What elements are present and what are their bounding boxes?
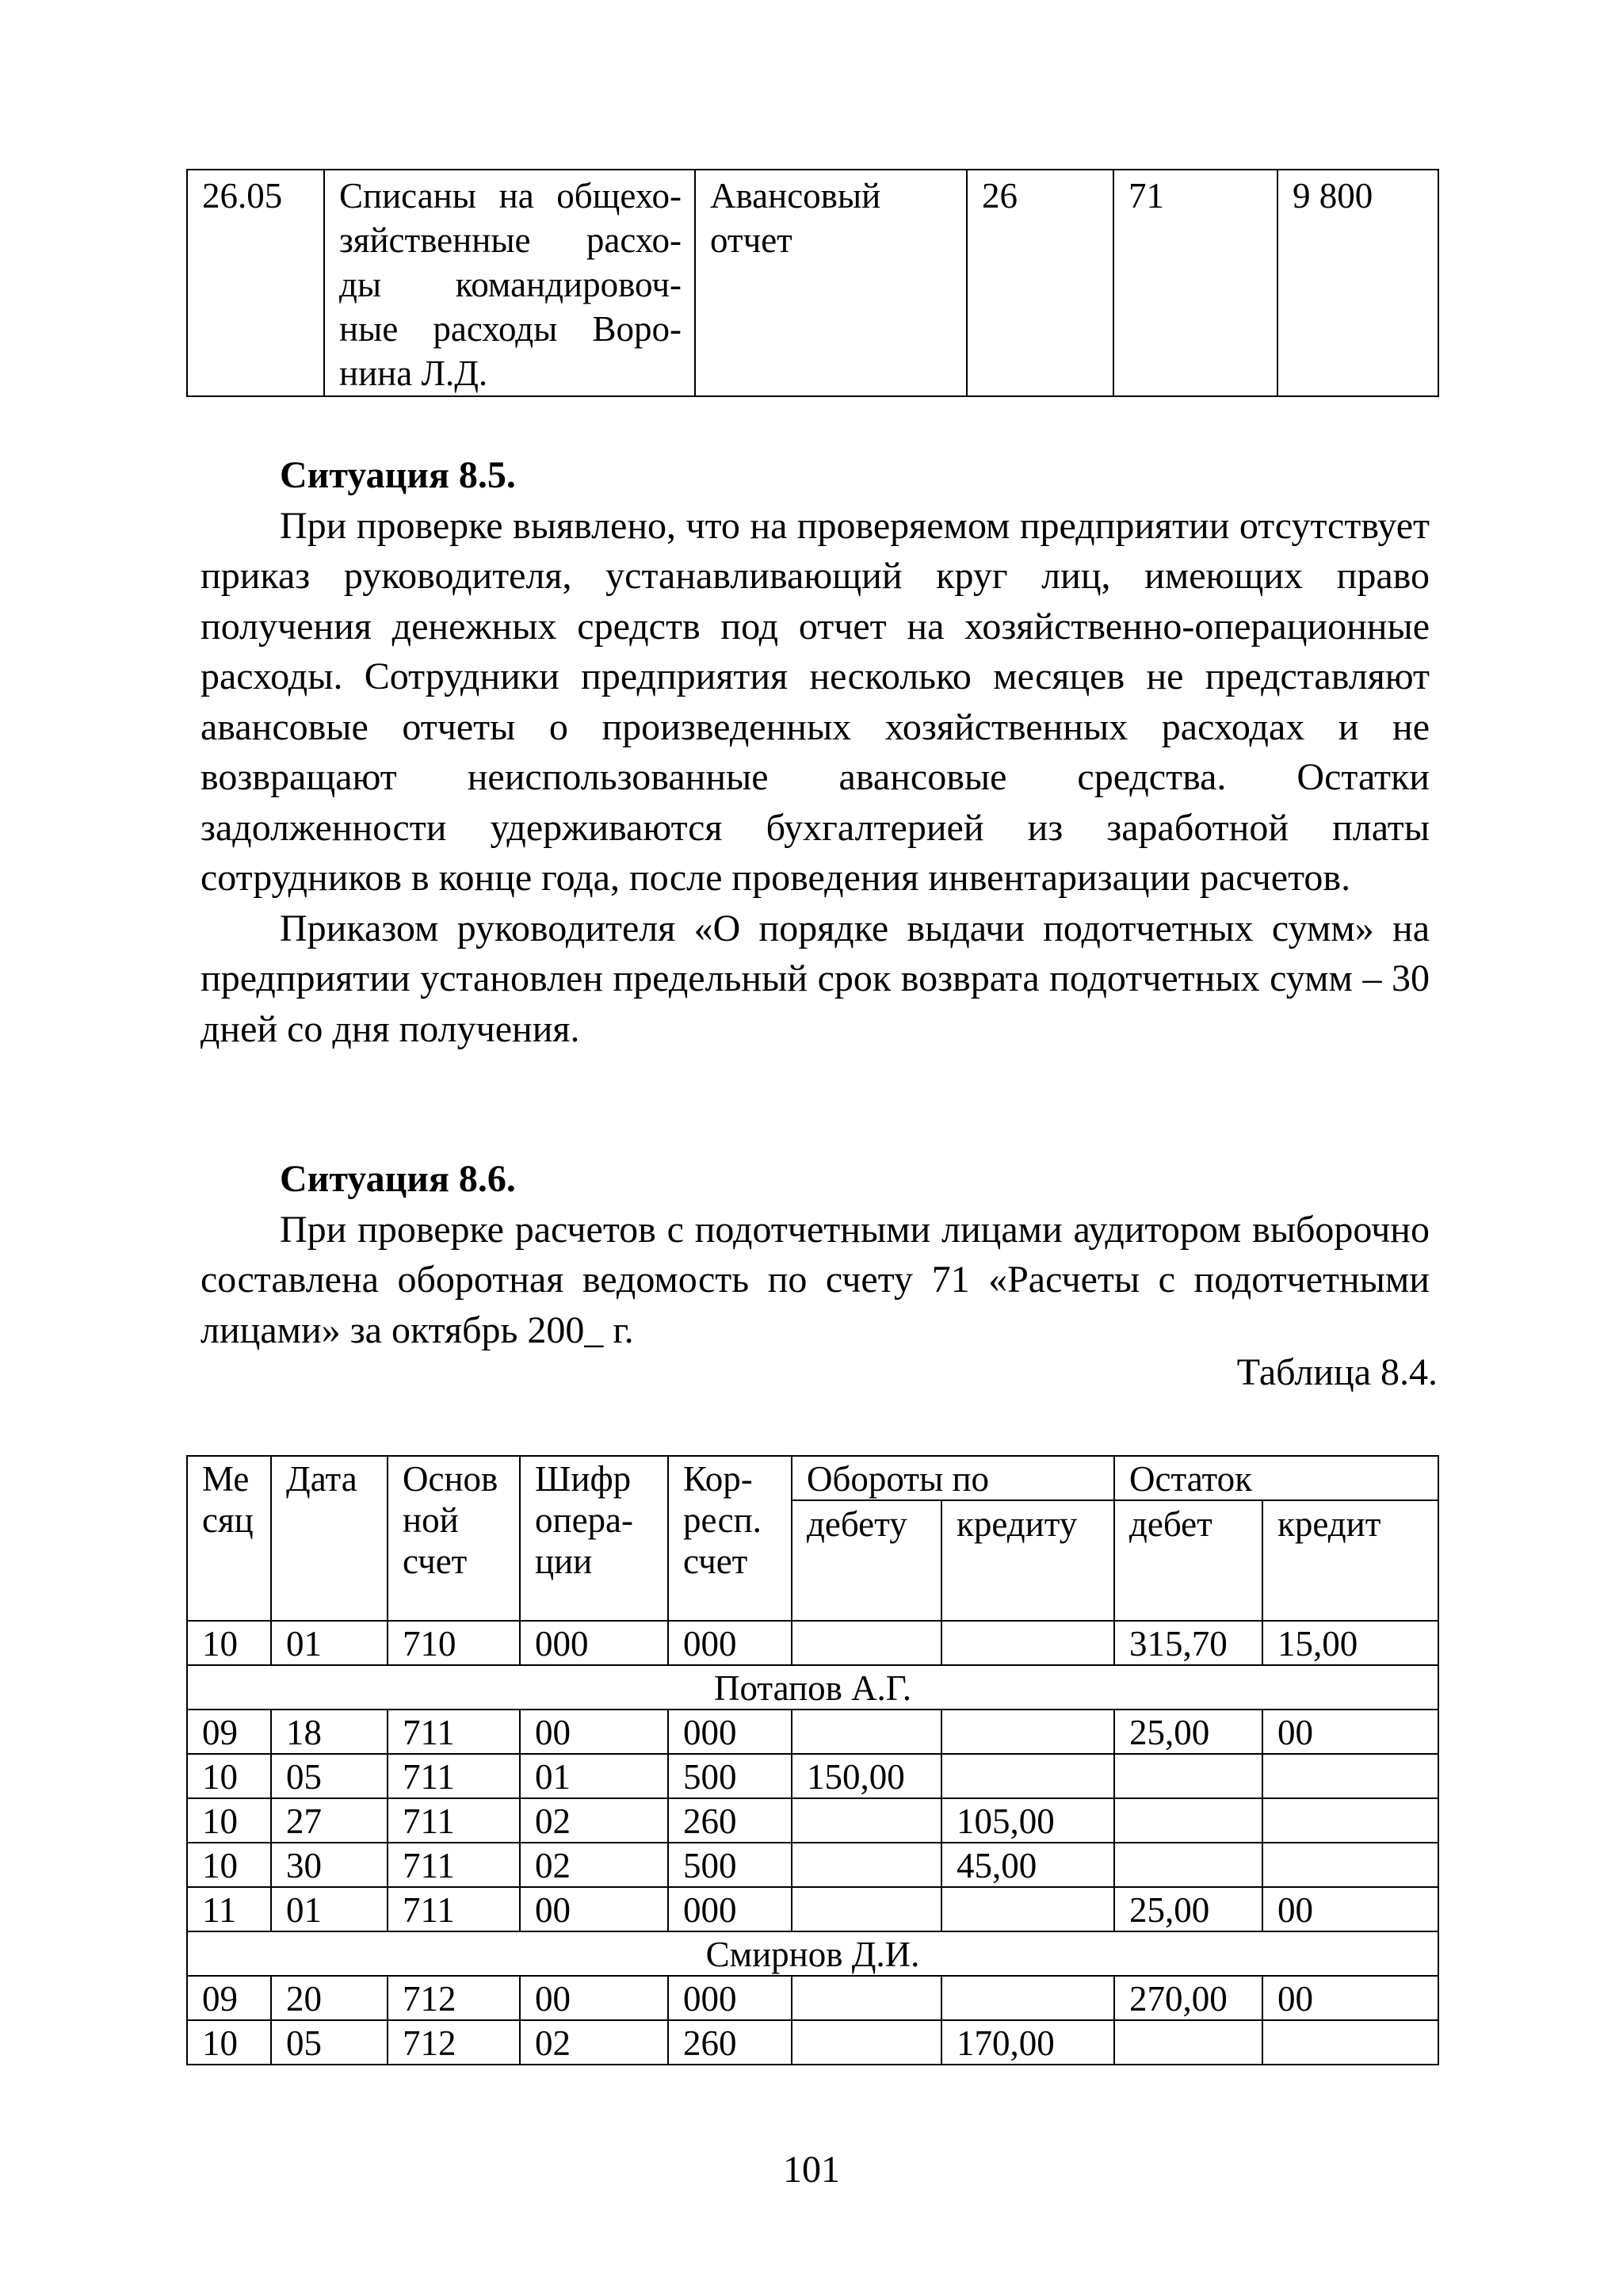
table-cell: 711 bbox=[388, 1843, 520, 1887]
table-cell bbox=[792, 2020, 941, 2065]
table-cell bbox=[792, 1621, 941, 1665]
table-cell: 02 bbox=[520, 1798, 668, 1843]
turnover-sheet-table bbox=[186, 1455, 1439, 2065]
table-cell: 09 bbox=[187, 1976, 271, 2020]
header-text: ной bbox=[403, 1500, 459, 1540]
table-cell bbox=[941, 1621, 1114, 1665]
table-cell: 30 bbox=[271, 1843, 388, 1887]
table-cell bbox=[941, 1754, 1114, 1798]
document-line: Авансовый bbox=[710, 176, 881, 216]
table-cell: 712 bbox=[388, 2020, 520, 2065]
table-cell: 270,00 bbox=[1114, 1976, 1262, 2020]
header-balance-debit: дебет bbox=[1114, 1500, 1262, 1621]
group-name: Потапов А.Г. bbox=[187, 1665, 1438, 1710]
table-cell bbox=[792, 1887, 941, 1931]
table-cell bbox=[1262, 2020, 1438, 2065]
table-cell bbox=[1114, 1754, 1262, 1798]
table-row bbox=[187, 2020, 1438, 2065]
header-text: Кор- bbox=[683, 1459, 753, 1499]
table-row bbox=[187, 1843, 1438, 1887]
description-line: Списаны на общехо- bbox=[339, 176, 682, 216]
table-cell: 260 bbox=[668, 2020, 792, 2065]
header-balance: Остаток bbox=[1114, 1456, 1438, 1500]
table-cell: 18 bbox=[271, 1710, 388, 1754]
table-cell: 711 bbox=[388, 1710, 520, 1754]
table-cell: 00 bbox=[520, 1710, 668, 1754]
table-cell: 09 bbox=[187, 1710, 271, 1754]
header-corr-account bbox=[668, 1456, 792, 1621]
paragraph: При проверке выявлено, что на проверяемом предприятии отсутствует приказ руководителя, устанавливающий круг лиц, имеющих право получения денежных средств под отчет на хозяйственно-операционные расходы. Сотрудники предприятия несколько месяцев не представляют авансовые отчеты о произведенных хозяйственных расходах и не возвращают неиспользованные авансовые средства. Остатки задолженности удерживаются бухгалтерией из заработной платы сотрудников в конце года, после проведения инвентаризации расчетов. bbox=[200, 504, 1430, 899]
table-cell: 02 bbox=[520, 1843, 668, 1887]
table-cell: 10 bbox=[187, 2020, 271, 2065]
header-text: ции bbox=[535, 1541, 593, 1581]
header-text: Шифр bbox=[535, 1459, 632, 1499]
debit-cell: 26 bbox=[967, 170, 1113, 396]
section-heading: Ситуация 8.5. bbox=[280, 454, 516, 496]
header-turnover: Обороты по bbox=[792, 1456, 1114, 1500]
table-cell: 711 bbox=[388, 1887, 520, 1931]
table-cell: 000 bbox=[520, 1621, 668, 1665]
table-cell: 20 bbox=[271, 1976, 388, 2020]
table-cell: 00 bbox=[520, 1887, 668, 1931]
header-date: Дата bbox=[271, 1456, 388, 1621]
header-text: респ. bbox=[683, 1500, 762, 1540]
group-row bbox=[187, 1665, 1438, 1710]
table-cell: 711 bbox=[388, 1798, 520, 1843]
header-text: Основ bbox=[403, 1459, 498, 1499]
table-cell: 01 bbox=[520, 1754, 668, 1798]
table-row bbox=[187, 1976, 1438, 2020]
description-line: зяйственные расхо- bbox=[339, 220, 682, 260]
table-cell: 105,00 bbox=[941, 1798, 1114, 1843]
header-turnover-credit: кредиту bbox=[941, 1500, 1114, 1621]
table-cell: 500 bbox=[668, 1843, 792, 1887]
table-cell bbox=[1262, 1754, 1438, 1798]
table-cell bbox=[1114, 1843, 1262, 1887]
header-op-code bbox=[520, 1456, 668, 1621]
table-cell bbox=[941, 1976, 1114, 2020]
table-cell: 00 bbox=[1262, 1887, 1438, 1931]
situation-8-5 bbox=[200, 450, 1430, 1054]
table-cell: 00 bbox=[520, 1976, 668, 2020]
table-cell: 00 bbox=[1262, 1976, 1438, 2020]
table-cell bbox=[1114, 2020, 1262, 2065]
table-cell: 45,00 bbox=[941, 1843, 1114, 1887]
table-cell: 260 bbox=[668, 1798, 792, 1843]
table-cell: 150,00 bbox=[792, 1754, 941, 1798]
situation-8-6 bbox=[200, 1154, 1430, 1355]
amount-cell: 9 800 bbox=[1277, 170, 1438, 396]
header-balance-credit: кредит bbox=[1262, 1500, 1438, 1621]
table-cell: 000 bbox=[668, 1710, 792, 1754]
date-cell: 26.05 bbox=[187, 170, 324, 396]
table-row bbox=[187, 1710, 1438, 1754]
header-turnover-debit: дебету bbox=[792, 1500, 941, 1621]
description-line: нина Л.Д. bbox=[339, 353, 488, 393]
paragraph: Приказом руководителя «О порядке выдачи подотчетных сумм» на предприятии установлен предельный срок возврата подотчетных сумм – 30 дней со дня получения. bbox=[200, 907, 1430, 1050]
document-line: отчет bbox=[710, 220, 792, 260]
table-row bbox=[187, 1621, 1438, 1665]
table-cell: 11 bbox=[187, 1887, 271, 1931]
table-cell: 27 bbox=[271, 1798, 388, 1843]
table-cell bbox=[792, 1798, 941, 1843]
table-cell: 25,00 bbox=[1114, 1887, 1262, 1931]
continuation-table bbox=[186, 169, 1439, 397]
table-cell: 712 bbox=[388, 1976, 520, 2020]
table-row bbox=[187, 1798, 1438, 1843]
table-cell bbox=[792, 1976, 941, 2020]
table-cell: 000 bbox=[668, 1976, 792, 2020]
table-cell: 000 bbox=[668, 1887, 792, 1931]
table-cell bbox=[1262, 1843, 1438, 1887]
table-cell: 170,00 bbox=[941, 2020, 1114, 2065]
table-cell: 711 bbox=[388, 1754, 520, 1798]
table-cell: 10 bbox=[187, 1621, 271, 1665]
header-text: счет bbox=[683, 1541, 748, 1581]
group-name: Смирнов Д.И. bbox=[187, 1931, 1438, 1976]
section-heading: Ситуация 8.6. bbox=[280, 1158, 516, 1200]
description-line: ные расходы Воро- bbox=[339, 309, 682, 349]
table-cell: 15,00 bbox=[1262, 1621, 1438, 1665]
table-cell: 710 bbox=[388, 1621, 520, 1665]
header-text: счет bbox=[403, 1541, 468, 1581]
table-cell: 000 bbox=[668, 1621, 792, 1665]
table-cell: 01 bbox=[271, 1887, 388, 1931]
paragraph: При проверке расчетов с подотчетными лицами аудитором выборочно составлена оборотная ведомость по счету 71 «Расчеты с подотчетными лицами» за октябрь 200_ г. bbox=[200, 1208, 1430, 1351]
table-cell: 05 bbox=[271, 2020, 388, 2065]
header-main-account bbox=[388, 1456, 520, 1621]
table-cell: 10 bbox=[187, 1843, 271, 1887]
table-cell bbox=[941, 1887, 1114, 1931]
page-number: 101 bbox=[783, 2149, 840, 2191]
table-cell: 01 bbox=[271, 1621, 388, 1665]
header-month bbox=[187, 1456, 271, 1621]
table-row bbox=[187, 1754, 1438, 1798]
description-line: ды командировоч- bbox=[339, 265, 682, 304]
header-text: Ме bbox=[202, 1459, 250, 1499]
table-cell: 10 bbox=[187, 1754, 271, 1798]
group-row bbox=[187, 1931, 1438, 1976]
table-cell bbox=[1262, 1798, 1438, 1843]
header-row bbox=[187, 1456, 1438, 1500]
table-cell: 05 bbox=[271, 1754, 388, 1798]
table-cell: 10 bbox=[187, 1798, 271, 1843]
table-cell: 25,00 bbox=[1114, 1710, 1262, 1754]
description-cell bbox=[324, 170, 695, 396]
table-caption: Таблица 8.4. bbox=[1236, 1351, 1438, 1393]
header-text: сяц bbox=[202, 1500, 254, 1540]
document-cell bbox=[695, 170, 967, 396]
header-text: опера- bbox=[535, 1500, 634, 1540]
table-cell: 315,70 bbox=[1114, 1621, 1262, 1665]
table-cell bbox=[792, 1710, 941, 1754]
table-row bbox=[187, 170, 1438, 396]
table-cell: 500 bbox=[668, 1754, 792, 1798]
table-cell bbox=[1114, 1798, 1262, 1843]
table-cell bbox=[941, 1710, 1114, 1754]
table-cell: 02 bbox=[520, 2020, 668, 2065]
table-cell bbox=[792, 1843, 941, 1887]
table-cell: 00 bbox=[1262, 1710, 1438, 1754]
table-row bbox=[187, 1887, 1438, 1931]
credit-cell: 71 bbox=[1113, 170, 1277, 396]
